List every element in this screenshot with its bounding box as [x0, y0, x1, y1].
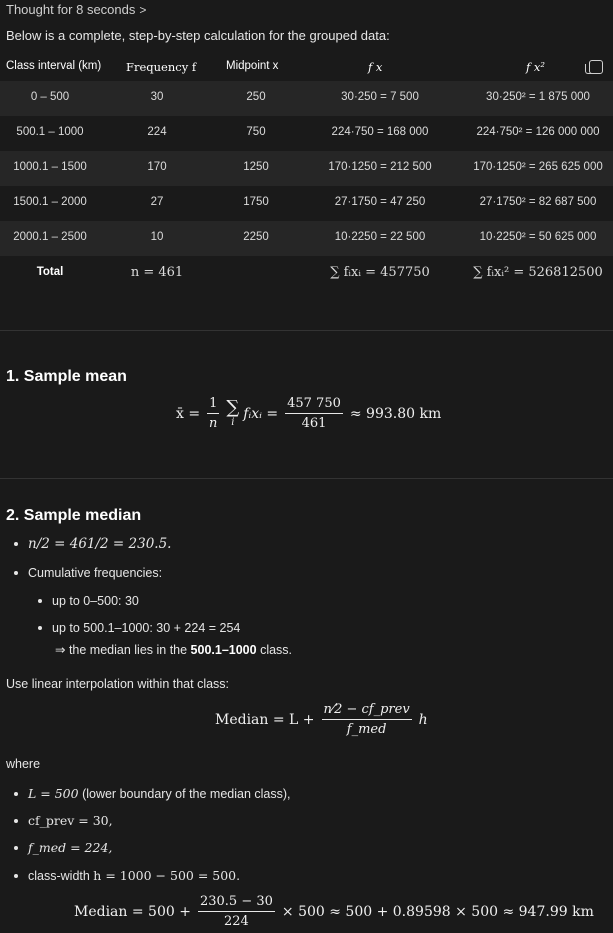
median-conclusion: ⇒ the median lies in the 500.1–1000 class.: [55, 643, 293, 657]
median-subbullet-2: up to 500.1–1000: 30 + 224 = 254: [38, 621, 240, 635]
header-class-interval: Class interval (km): [6, 60, 102, 72]
where-bullet-fmed: f_med = 224,: [14, 840, 112, 855]
median-subbullet-1: up to 0–500: 30: [38, 594, 139, 608]
where-text: where: [6, 757, 41, 771]
mean-formula: x̄ = $\frac{1}{n}$ ∑ i fᵢxᵢ = $\frac{457 750}{461}$ ≈ 993.80 km: [176, 396, 442, 431]
intro-text: Below is a complete, step-by-step calculation for the grouped data:: [6, 28, 390, 43]
interpolation-text: Use linear interpolation within that class:: [6, 677, 230, 691]
table-row: 0 – 500 30 250 30·250 = 7 500 30·250² = 1 875 000: [0, 81, 613, 116]
thought-toggle[interactable]: [6, 2, 146, 17]
mean-heading: 1. Sample mean: [6, 368, 127, 385]
where-bullet-h: class-width h = 1000 − 500 = 500.: [14, 868, 240, 883]
section-divider: [0, 478, 613, 479]
median-final-formula: Median = 500 + $\frac{230.5 - 30}{224}$ × 500 ≈ 500 + 0.89598 × 500 ≈ 947.99 km: [74, 894, 594, 929]
median-heading: 2. Sample median: [6, 507, 142, 524]
table-row: 500.1 – 1000 224 750 224·750 = 168 000 224·750² = 126 000 000: [16, 126, 600, 138]
chevron-right-icon: >: [139, 2, 147, 17]
where-bullet-cf: cf_prev = 30,: [14, 813, 113, 828]
median-formula: Median = L + $\frac{\text{n⁄2 − cf\_prev}}{\text{f\_med}}$ h: [215, 702, 428, 737]
copy-icon[interactable]: [589, 60, 603, 74]
table-row: 1000.1 – 1500 170 1250 170·1250 = 212 500 170·1250² = 265 625 000: [0, 151, 613, 186]
header-fx2: f x²: [526, 60, 546, 74]
table-total-row: Total n = 461 ∑ fᵢxᵢ = 457750 ∑ fᵢxᵢ² = 526812500: [36, 265, 603, 280]
header-fx: f x: [368, 60, 383, 74]
section-divider: [0, 330, 613, 331]
where-bullet-l: L = 500 (lower boundary of the median class),: [14, 786, 291, 801]
thought-label: Thought for 8 seconds: [6, 2, 136, 17]
header-midpoint: Midpoint x: [226, 60, 279, 72]
table-row: 2000.1 – 2500 10 2250 10·2250 = 22 500 10·2250² = 50 625 000: [0, 221, 613, 256]
median-bullet-cumulative: Cumulative frequencies:: [14, 566, 162, 580]
median-bullet-n2: n/2 = 461/2 = 230.5.: [14, 536, 171, 552]
table-row: 1500.1 – 2000 27 1750 27·1750 = 47 250 27·1750² = 82 687 500: [13, 196, 597, 208]
header-frequency: Frequency f: [126, 60, 197, 74]
